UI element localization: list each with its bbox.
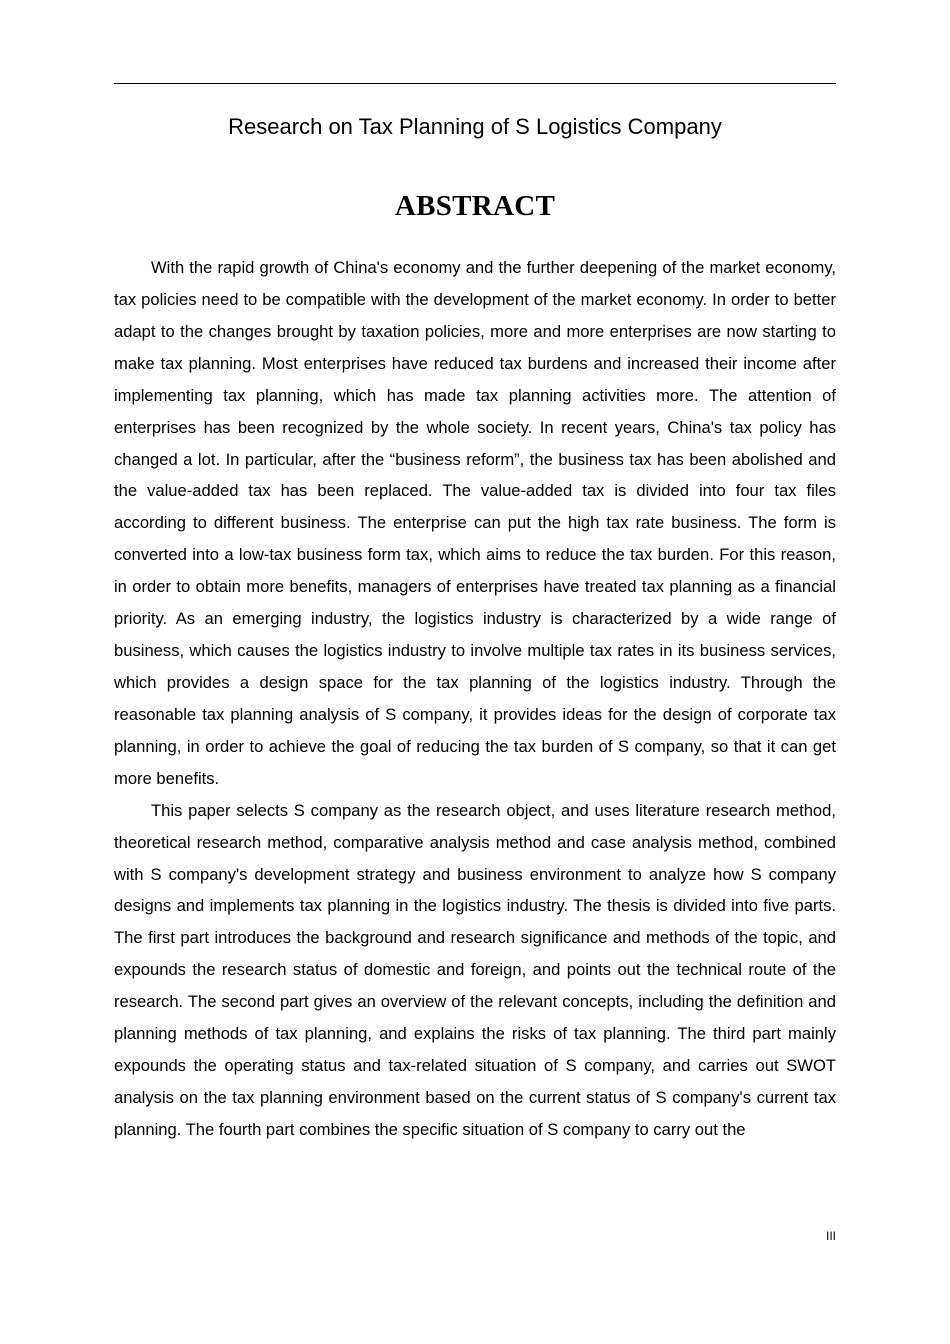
abstract-heading: ABSTRACT bbox=[394, 190, 556, 222]
running-title: Research on Tax Planning of S Logistics Company bbox=[228, 114, 722, 139]
header-rule bbox=[114, 83, 836, 84]
abstract-body bbox=[114, 252, 836, 1146]
page-number: III bbox=[825, 1229, 836, 1243]
abstract-paragraph-1: With the rapid growth of China's economy and the further deepening of the market economy, tax policies need to be compatible with the development of the market economy. In order to better adapt to the changes brought by taxation policies, more and more enterprises are now starting to make tax planning. Most enterprises have reduced tax burdens and increased their income after implementing tax planning, which has made tax planning activities more. The attention of enterprises has been recognized by the whole society. In recent years, China's tax policy has changed a lot. In particular, after the “business reform”, the business tax has been abolished and the value-added tax has been replaced. The value-added tax is divided into four tax files according to different business. The enterprise can put the high tax rate business. The form is converted into a low-tax business form tax, which aims to reduce the tax burden. For this reason, in order to obtain more benefits, managers of enterprises have treated tax planning as a financial priority. As an emerging industry, the logistics industry is characterized by a wide range of business, which causes the logistics industry to involve multiple tax rates in its business services, which provides a design space for the tax planning of the logistics industry. Through the reasonable tax planning analysis of S company, it provides ideas for the design of corporate tax planning, in order to achieve the goal of reducing the tax burden of S company, so that it can get more benefits. bbox=[114, 258, 836, 788]
abstract-paragraph-2: This paper selects S company as the research object, and uses literature research method, theoretical research method, comparative analysis method and case analysis method, combined with S company's development strategy and business environment to analyze how S company designs and implements tax planning in the logistics industry. The thesis is divided into five parts. The first part introduces the background and research significance and methods of the topic, and expounds the research status of domestic and foreign, and points out the technical route of the research. The second part gives an overview of the relevant concepts, including the definition and planning methods of tax planning, and explains the risks of tax planning. The third part mainly expounds the operating status and tax-related situation of S company, and carries out SWOT analysis on the tax planning environment based on the current status of S company's current tax planning. The fourth part combines the specific situation of S company to carry out the bbox=[114, 800, 836, 1139]
